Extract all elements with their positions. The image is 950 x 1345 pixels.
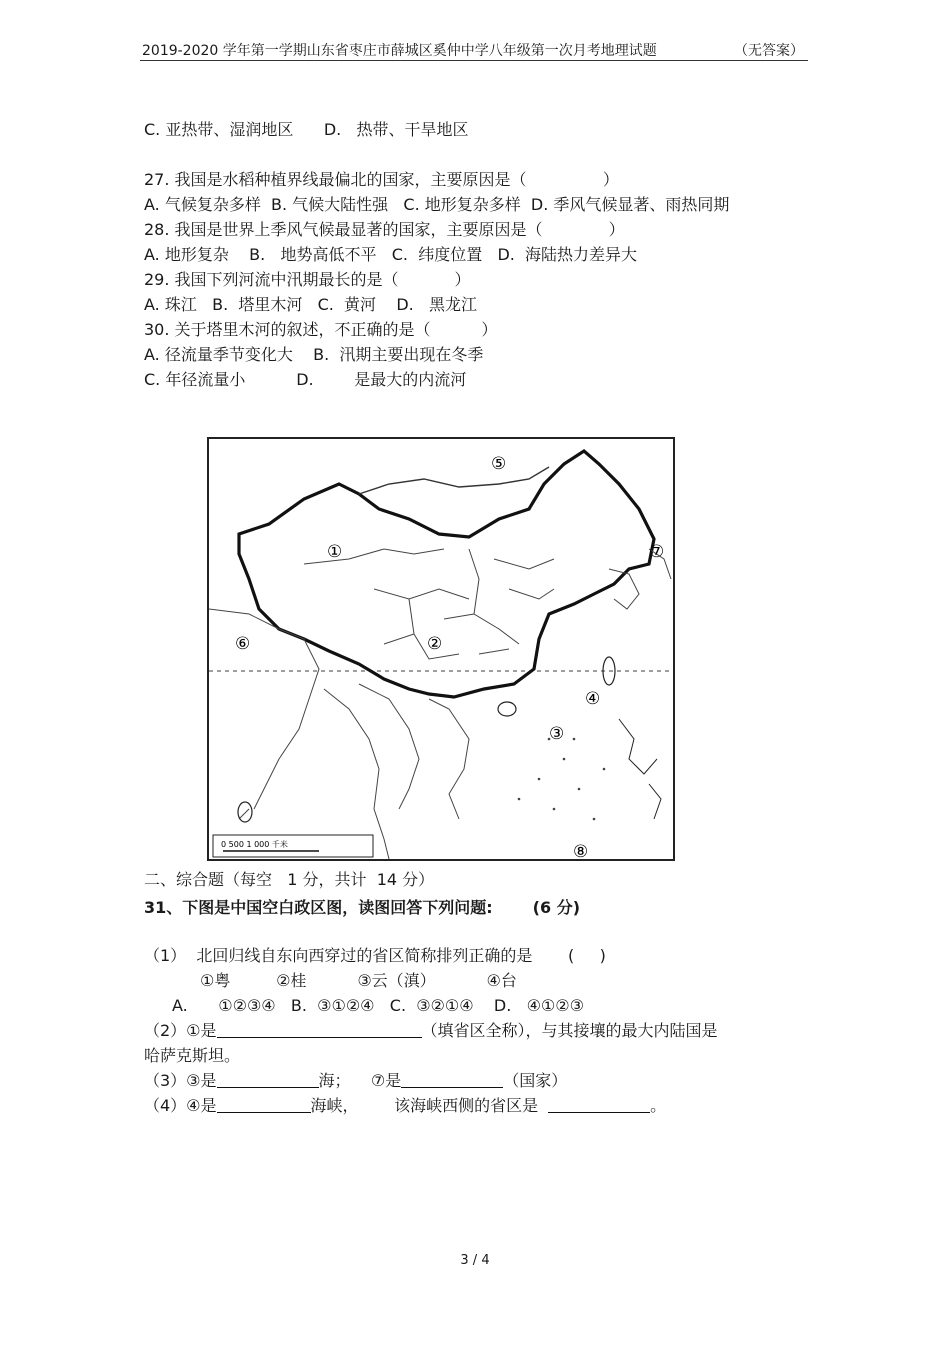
map-drawing	[209, 439, 673, 859]
q31-4-province-blank[interactable]	[548, 1096, 650, 1113]
q31-3-country-blank[interactable]	[401, 1071, 503, 1088]
header-note: （无答案）	[734, 43, 804, 59]
q30-options-ab: A. 径流量季节变化大 B. 汛期主要出现在冬季	[144, 345, 484, 364]
header-title: 2019-2020 学年第一学期山东省枣庄市薛城区奚仲中学八年级第一次月考地理试题	[142, 43, 657, 59]
china-border	[239, 451, 654, 697]
q31-4-line	[144, 1096, 666, 1116]
q31-stem	[144, 898, 580, 918]
q29-options: A. 珠江 B. 塔里木河 C. 黄河 D. 黑龙江	[144, 295, 478, 314]
map-scale-text: 0 500 1 000 千米	[221, 840, 288, 849]
q31-4-suffix: 。	[650, 1096, 667, 1115]
map-label-6: ⑥	[235, 634, 251, 654]
hainan-island	[498, 702, 516, 716]
q30-stem: 30. 关于塔里木河的叙述，不正确的是（ ）	[144, 320, 498, 339]
q27-options: A. 气候复杂多样 B. 气候大陆性强 C. 地形复杂多样 D. 季风气候显著、雨热同期	[144, 195, 730, 214]
q30-options-cd: C. 年径流量小 D. 是最大的内流河	[144, 370, 467, 389]
sea-dots	[518, 738, 606, 821]
page-header	[140, 40, 808, 61]
map-label-5: ⑤	[491, 454, 507, 474]
map-label-8: ⑧	[573, 842, 589, 859]
page-number: 3 / 4	[460, 1253, 490, 1268]
mongolia-border	[359, 467, 549, 494]
q27-stem: 27. 我国是水稻种植界线最偏北的国家，主要原因是（ ）	[144, 170, 619, 189]
q28-options: A. 地形复杂 B. 地势高低不平 C. 纬度位置 D. 海陆热力差异大	[144, 245, 638, 264]
q31-points: (6 分)	[532, 898, 581, 917]
q31-2-suffix: （填省区全称），与其接壤的最大内陆国是	[421, 1021, 718, 1040]
map-label-7: ⑦	[649, 542, 665, 562]
q31-stem-text: 31、下图是中国空白政区图，读图回答下列问题:	[144, 898, 493, 917]
q31-4-mid: 海峡， 该海峡西侧的省区是	[310, 1096, 539, 1115]
q31-1-options: A. ①②③④ B. ③①②④ C. ③②①④ D. ④①②③	[172, 996, 584, 1015]
q31-1-items: ①粤 ②桂 ③云（滇） ④台	[200, 971, 517, 990]
q31-3-suffix: （国家）	[503, 1071, 568, 1090]
map-label-1: ①	[327, 542, 343, 562]
china-political-map	[207, 437, 675, 861]
q31-3-mid: 海； ⑦是	[318, 1071, 402, 1090]
map-label-3: ③	[549, 724, 565, 744]
q31-2-line2: 哈萨克斯坦。	[144, 1046, 241, 1065]
q31-1-stem: （1） 北回归线自东向西穿过的省区简称排列正确的是 ( )	[144, 946, 606, 965]
map-label-2: ②	[427, 634, 443, 654]
q28-stem: 28. 我国是世界上季风气候最显著的国家，主要原因是（ ）	[144, 220, 625, 239]
q31-2-line1	[144, 1021, 718, 1041]
sri-lanka-island	[238, 802, 252, 822]
section2-heading: 二、综合题（每空 1 分，共计 14 分）	[144, 870, 435, 889]
philippines-islands	[619, 719, 661, 819]
q31-2-answer-blank[interactable]	[217, 1021, 422, 1038]
q26-options-cd: C. 亚热带、湿润地区 D. 热带、干旱地区	[144, 120, 469, 139]
q31-3-prefix: （3）③是	[144, 1071, 217, 1090]
q31-4-strait-blank[interactable]	[217, 1096, 311, 1113]
q31-3-line	[144, 1071, 567, 1091]
q31-3-sea-blank[interactable]	[217, 1071, 319, 1088]
q31-2-prefix: （2）①是	[144, 1021, 217, 1040]
q31-4-prefix: （4）④是	[144, 1096, 217, 1115]
map-label-4: ④	[585, 689, 601, 709]
q29-stem: 29. 我国下列河流中汛期最长的是（ ）	[144, 270, 471, 289]
